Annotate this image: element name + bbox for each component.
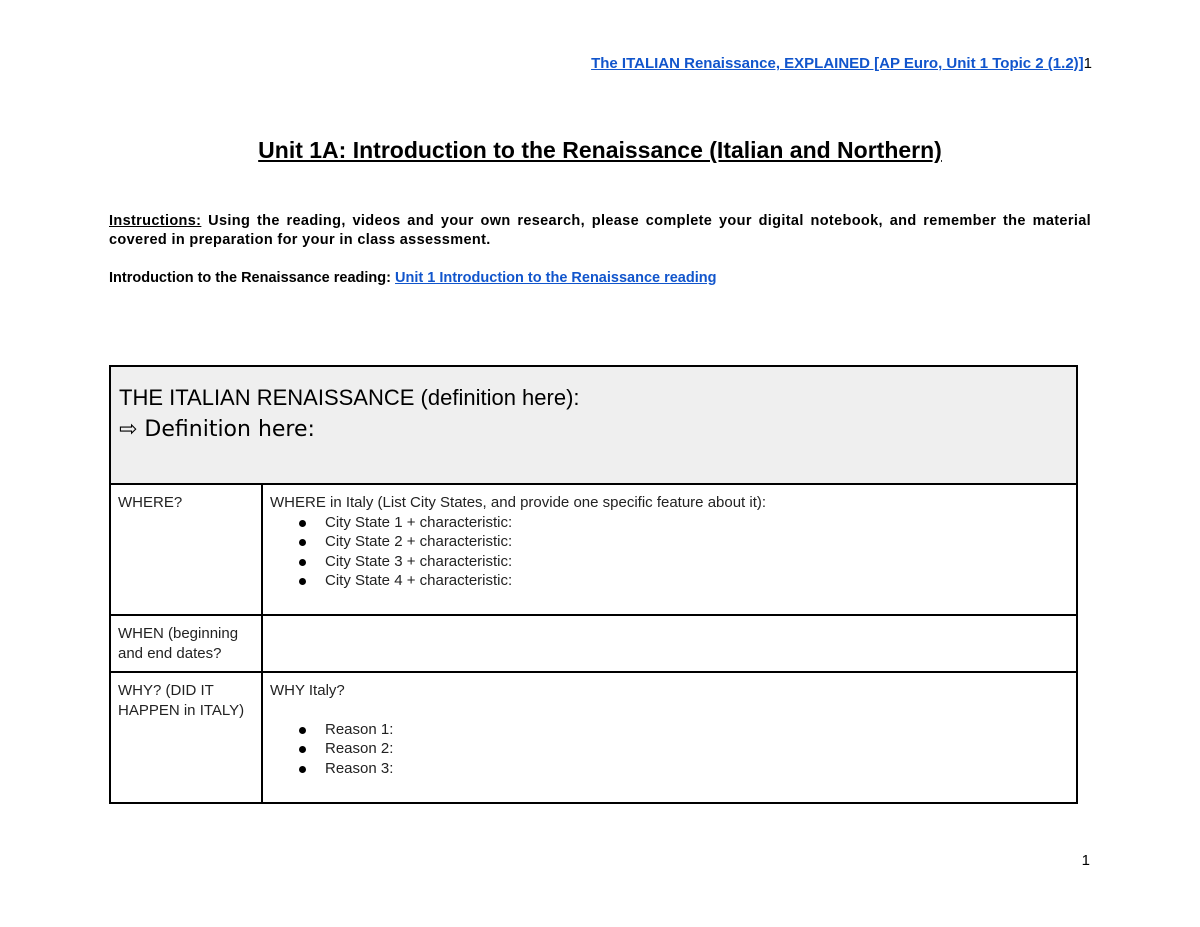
where-cell[interactable] — [262, 484, 1077, 615]
page-number: 1 — [1081, 852, 1090, 869]
intro-reading-label: Introduction to the Renaissance reading: — [109, 270, 396, 286]
spacer — [270, 701, 1069, 720]
list-item: City State 3 + characteristic: — [325, 552, 1069, 572]
list-item: Reason 3: — [325, 759, 1069, 779]
table-row-when — [110, 615, 1077, 672]
definition-prompt: ⇨ Definition here: — [119, 417, 315, 442]
when-cell[interactable] — [262, 615, 1077, 672]
instructions-text: Using the reading, videos and your own research, please complete your digital notebook, and remember the material covered in preparation for your in class assessment. — [109, 213, 1091, 248]
instructions-label: Instructions: — [109, 213, 202, 229]
why-prompt: WHY Italy? — [270, 682, 345, 699]
definition-heading: THE ITALIAN RENAISSANCE (definition here): — [119, 385, 580, 410]
list-item: Reason 2: — [325, 739, 1069, 759]
footnote-reference: 1 — [1083, 55, 1092, 72]
why-cell[interactable] — [262, 672, 1077, 803]
definition-cell[interactable] — [110, 366, 1077, 484]
instructions-paragraph — [109, 212, 1091, 250]
table-row-why — [110, 672, 1077, 803]
city-state-list — [270, 513, 1069, 591]
table-row-where — [110, 484, 1077, 615]
reason-list — [270, 720, 1069, 779]
list-item: City State 2 + characteristic: — [325, 532, 1069, 552]
list-item: City State 4 + characteristic: — [325, 571, 1069, 591]
why-label: WHY? (DID IT HAPPEN in ITALY) — [110, 672, 262, 803]
document-title: Unit 1A: Introduction to the Renaissance (Italian and Northern) — [258, 137, 942, 163]
list-item: Reason 1: — [325, 720, 1069, 740]
reading-link[interactable]: Unit 1 Introduction to the Renaissance reading — [395, 270, 717, 286]
where-prompt: WHERE in Italy (List City States, and provide one specific feature about it): — [270, 494, 767, 511]
page-header — [591, 55, 1092, 72]
when-label: WHEN (beginning and end dates? — [110, 615, 262, 672]
video-link[interactable]: The ITALIAN Renaissance, EXPLAINED [AP Euro, Unit 1 Topic 2 (1.2)] — [591, 55, 1084, 72]
intro-reading-line — [109, 270, 716, 286]
list-item: City State 1 + characteristic: — [325, 513, 1069, 533]
notebook-table — [109, 365, 1078, 804]
where-label: WHERE? — [110, 484, 262, 615]
